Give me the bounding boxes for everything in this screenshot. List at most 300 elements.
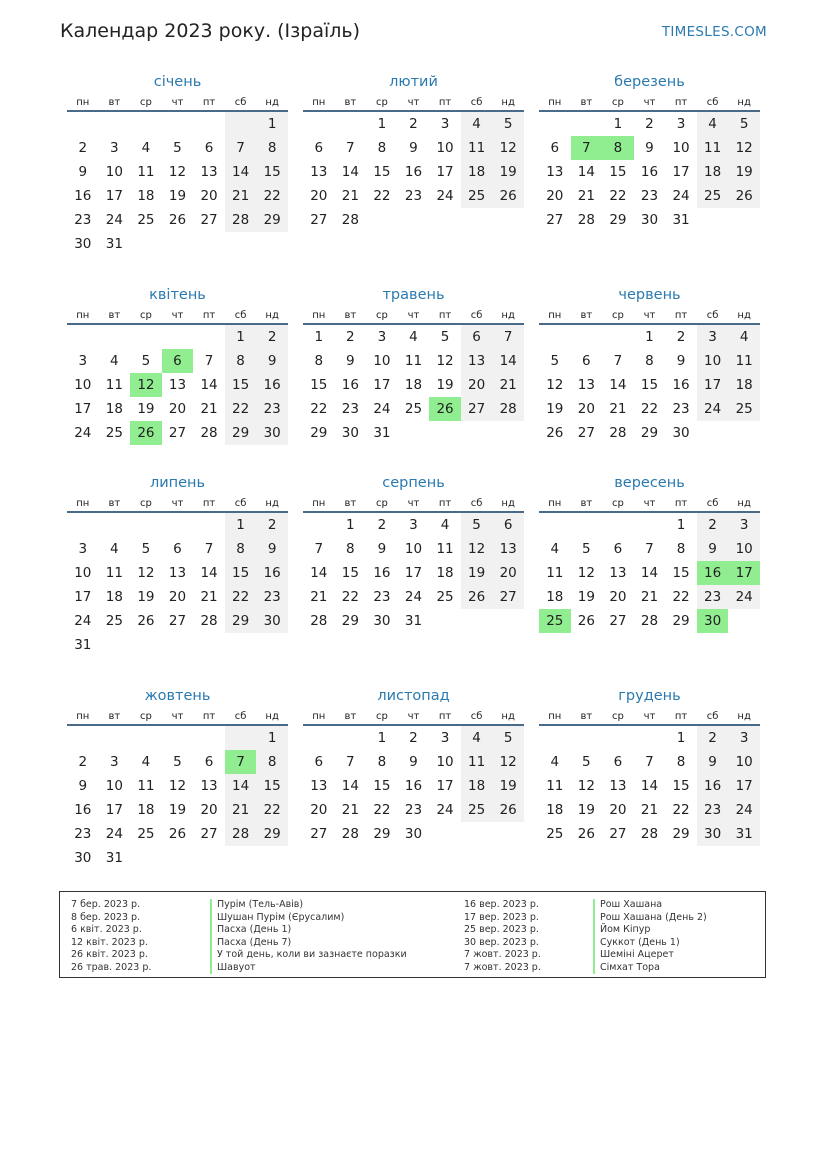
month-11 (303, 686, 524, 846)
day-cell: 6 (314, 754, 324, 770)
day-cell: 1 (676, 730, 686, 746)
day-cell: 13 (577, 377, 595, 393)
day-cell: 20 (577, 401, 595, 417)
day-cell: 7 (314, 541, 324, 557)
day-cell: 18 (546, 589, 564, 605)
weekday-label: чт (171, 310, 184, 321)
day-cell: 7 (225, 136, 257, 160)
empty-cell (99, 112, 131, 136)
day-cell: 4 (440, 517, 450, 533)
weekday-label: пн (76, 310, 90, 321)
empty-cell (67, 325, 99, 349)
day-cell: 27 (200, 212, 218, 228)
day-cell: 26 (168, 212, 187, 228)
day-cell: 8 (676, 541, 686, 557)
legend-date: 12 квіт. 2023 р. (71, 936, 148, 948)
weekday-label: сб (706, 711, 719, 722)
day-cell: 25 (105, 613, 123, 629)
day-cell: 24 (728, 798, 760, 822)
day-cell: 6 (173, 541, 182, 557)
weekday-label: пт (674, 498, 688, 509)
legend-holiday-name: Шушан Пурім (Єрусалим) (210, 912, 344, 925)
day-cell: 3 (78, 541, 88, 557)
day-cell: 31 (672, 212, 690, 228)
day-cell: 26 (492, 184, 524, 208)
day-cell: 6 (461, 325, 493, 349)
day-cell: 21 (225, 798, 257, 822)
day-cell: 13 (461, 349, 493, 373)
day-cell: 16 (404, 164, 423, 180)
day-cell: 5 (728, 112, 760, 136)
day-cell: 1 (676, 517, 686, 533)
day-grid (303, 726, 524, 846)
day-cell: 2 (676, 329, 686, 345)
day-cell: 20 (200, 802, 218, 818)
day-cell: 23 (697, 585, 729, 609)
weekday-label: сб (706, 310, 719, 321)
empty-cell (602, 325, 634, 349)
day-cell: 1 (645, 329, 654, 345)
day-cell: 26 (492, 798, 524, 822)
day-cell: 10 (373, 353, 391, 369)
day-grid (303, 325, 524, 445)
legend-holiday-name: Шеміні Ацерет (593, 949, 674, 962)
day-cell: 13 (310, 164, 328, 180)
day-cell: 16 (672, 377, 690, 393)
day-cell: 27 (200, 826, 218, 842)
weekday-label: чт (171, 97, 184, 108)
empty-cell (303, 513, 335, 537)
day-cell: 25 (137, 212, 155, 228)
weekday-label: пт (438, 498, 452, 509)
day-cell: 6 (492, 513, 524, 537)
weekday-label: пн (548, 498, 562, 509)
day-cell: 25 (436, 589, 454, 605)
day-cell: 4 (550, 541, 560, 557)
legend-date: 26 квіт. 2023 р. (71, 949, 148, 960)
day-cell: 22 (256, 798, 288, 822)
empty-cell (539, 325, 571, 349)
weekday-label: сб (470, 310, 483, 321)
day-cell: 4 (697, 112, 729, 136)
weekday-label: пт (438, 310, 452, 321)
weekday-label: нд (501, 97, 515, 108)
day-cell: 5 (492, 726, 524, 750)
day-cell: 30 (341, 425, 359, 441)
day-cell: 15 (672, 778, 690, 794)
weekday-label: сб (470, 498, 483, 509)
empty-cell (571, 112, 603, 136)
empty-cell (162, 513, 194, 537)
empty-cell (539, 112, 571, 136)
empty-cell (99, 726, 131, 750)
day-cell: 18 (546, 802, 564, 818)
day-cell: 28 (310, 613, 328, 629)
day-cell: 9 (78, 164, 88, 180)
day-cell: 7 (204, 353, 214, 369)
weekday-label: чт (407, 498, 420, 509)
day-cell: 24 (105, 826, 123, 842)
day-cell: 5 (440, 329, 450, 345)
day-cell: 19 (728, 160, 760, 184)
weekday-header (67, 496, 288, 513)
day-cell: 24 (672, 188, 690, 204)
legend-date: 16 вер. 2023 р. (464, 899, 539, 910)
holiday-day-cell: 6 (162, 349, 194, 373)
weekday-label: ср (611, 97, 624, 108)
day-cell: 28 (640, 613, 659, 629)
day-cell: 13 (200, 164, 218, 180)
day-cell: 7 (346, 754, 355, 770)
day-cell: 11 (728, 349, 760, 373)
day-cell: 17 (436, 164, 454, 180)
day-cell: 29 (640, 425, 659, 441)
day-cell: 13 (310, 778, 328, 794)
day-cell: 11 (546, 778, 564, 794)
day-cell: 12 (728, 136, 760, 160)
day-cell: 3 (697, 325, 729, 349)
day-cell: 28 (200, 425, 218, 441)
day-cell: 8 (225, 349, 257, 373)
day-cell: 1 (613, 116, 623, 132)
weekday-label: ср (375, 711, 388, 722)
weekday-label: ср (611, 498, 624, 509)
weekday-label: вт (108, 711, 121, 722)
day-cell: 23 (640, 188, 659, 204)
day-cell: 19 (168, 188, 187, 204)
legend-date: 26 трав. 2023 р. (71, 961, 152, 973)
day-cell: 12 (577, 565, 595, 581)
day-cell: 8 (676, 754, 686, 770)
legend-holiday-name: Пасха (День 7) (210, 937, 291, 950)
day-cell: 29 (310, 425, 328, 441)
weekday-label: ср (611, 711, 624, 722)
day-grid (67, 726, 288, 870)
day-cell: 18 (436, 565, 454, 581)
weekday-label: пт (202, 310, 216, 321)
empty-cell (571, 726, 603, 750)
holiday-day-cell: 30 (697, 609, 729, 633)
day-cell: 13 (168, 377, 187, 393)
weekday-label: пн (76, 711, 90, 722)
day-cell: 22 (256, 184, 288, 208)
day-cell: 1 (225, 325, 257, 349)
day-cell: 2 (409, 730, 418, 746)
day-cell: 29 (256, 208, 288, 232)
day-cell: 31 (373, 425, 391, 441)
day-cell: 25 (546, 826, 564, 842)
weekday-label: вт (580, 97, 593, 108)
day-cell: 1 (225, 513, 257, 537)
weekday-label: вт (580, 310, 593, 321)
day-cell: 31 (105, 850, 123, 866)
day-cell: 28 (492, 397, 524, 421)
day-cell: 19 (577, 802, 595, 818)
day-cell: 7 (613, 353, 623, 369)
month-12 (539, 686, 760, 846)
empty-cell (602, 513, 634, 537)
weekday-header (303, 308, 524, 325)
day-cell: 25 (728, 397, 760, 421)
day-cell: 18 (105, 589, 123, 605)
day-cell: 17 (697, 373, 729, 397)
day-cell: 10 (436, 754, 454, 770)
day-cell: 19 (461, 561, 493, 585)
weekday-label: сб (470, 711, 483, 722)
day-cell: 26 (728, 184, 760, 208)
weekday-label: сб (234, 97, 247, 108)
day-cell: 9 (409, 754, 418, 770)
day-cell: 11 (404, 353, 423, 369)
day-cell: 9 (676, 353, 686, 369)
empty-cell (193, 513, 225, 537)
legend-date: 7 жовт. 2023 р. (464, 949, 541, 960)
weekday-label: пн (76, 498, 90, 509)
day-cell: 25 (461, 798, 493, 822)
site-link[interactable]: TIMESLES.COM (661, 24, 767, 40)
empty-cell (634, 513, 666, 537)
legend-date: 8 бер. 2023 р. (71, 911, 141, 923)
weekday-label: ср (139, 498, 152, 509)
legend-holiday-name: У той день, коли ви зазнаєте поразки (210, 949, 407, 962)
day-cell: 23 (404, 802, 423, 818)
holiday-day-cell: 25 (539, 609, 571, 633)
empty-cell (193, 726, 225, 750)
day-cell: 27 (492, 585, 524, 609)
day-cell: 29 (609, 212, 627, 228)
weekday-label: нд (265, 310, 279, 321)
day-cell: 3 (676, 116, 686, 132)
day-cell: 7 (645, 541, 654, 557)
day-cell: 24 (728, 585, 760, 609)
day-cell: 4 (461, 726, 493, 750)
day-cell: 24 (74, 613, 92, 629)
day-cell: 18 (461, 160, 493, 184)
month-name: лютий (389, 74, 438, 90)
day-cell: 6 (613, 541, 623, 557)
day-cell: 7 (346, 140, 355, 156)
day-cell: 28 (609, 425, 627, 441)
weekday-label: пн (76, 97, 90, 108)
weekday-label: нд (265, 498, 279, 509)
month-name: жовтень (144, 688, 211, 704)
day-cell: 23 (672, 401, 690, 417)
day-cell: 28 (225, 208, 257, 232)
empty-cell (571, 513, 603, 537)
day-cell: 27 (546, 212, 564, 228)
day-cell: 2 (256, 325, 288, 349)
day-cell: 17 (404, 565, 423, 581)
day-cell: 14 (341, 164, 359, 180)
month-name: квітень (149, 287, 206, 303)
holiday-day-cell: 16 (697, 561, 729, 585)
day-cell: 5 (550, 353, 560, 369)
day-cell: 16 (256, 373, 288, 397)
day-cell: 10 (404, 541, 423, 557)
holiday-day-cell: 7 (571, 136, 603, 160)
day-cell: 20 (492, 561, 524, 585)
legend-date: 30 вер. 2023 р. (464, 936, 539, 948)
day-cell: 4 (409, 329, 418, 345)
weekday-header (303, 709, 524, 726)
weekday-label: чт (407, 97, 420, 108)
day-grid (539, 325, 760, 445)
day-cell: 28 (640, 826, 659, 842)
month-3 (539, 72, 760, 232)
day-cell: 4 (728, 325, 760, 349)
weekday-label: нд (265, 711, 279, 722)
day-cell: 17 (105, 188, 123, 204)
day-cell: 15 (256, 160, 288, 184)
empty-cell (67, 726, 99, 750)
weekday-label: сб (234, 310, 247, 321)
weekday-label: вт (108, 310, 121, 321)
month-8 (303, 473, 524, 633)
day-cell: 21 (341, 188, 359, 204)
day-cell: 10 (74, 565, 92, 581)
day-cell: 2 (409, 116, 418, 132)
holiday-day-cell: 26 (429, 397, 461, 421)
day-cell: 30 (74, 236, 92, 252)
day-cell: 1 (314, 329, 324, 345)
holiday-day-cell: 17 (728, 561, 760, 585)
day-cell: 18 (728, 373, 760, 397)
day-cell: 19 (168, 802, 187, 818)
day-cell: 8 (346, 541, 355, 557)
day-cell: 26 (461, 585, 493, 609)
day-cell: 11 (137, 778, 155, 794)
weekday-header (539, 709, 760, 726)
day-cell: 11 (461, 136, 493, 160)
day-cell: 18 (404, 377, 423, 393)
day-cell: 20 (546, 188, 564, 204)
day-cell: 31 (74, 637, 92, 653)
weekday-label: нд (501, 711, 515, 722)
day-cell: 21 (492, 373, 524, 397)
month-name: січень (153, 74, 202, 90)
day-cell: 15 (373, 164, 391, 180)
weekday-label: нд (501, 498, 515, 509)
day-cell: 9 (697, 537, 729, 561)
day-cell: 25 (404, 401, 423, 417)
day-cell: 19 (137, 401, 155, 417)
empty-cell (303, 112, 335, 136)
day-cell: 22 (310, 401, 328, 417)
day-cell: 1 (377, 116, 387, 132)
day-cell: 19 (436, 377, 454, 393)
day-cell: 22 (672, 589, 690, 605)
day-cell: 10 (697, 349, 729, 373)
day-cell: 26 (577, 613, 595, 629)
weekday-header (539, 308, 760, 325)
day-cell: 15 (672, 565, 690, 581)
day-cell: 12 (492, 136, 524, 160)
day-cell: 6 (204, 754, 214, 770)
day-cell: 15 (310, 377, 328, 393)
weekday-label: пт (202, 711, 216, 722)
weekday-label: нд (737, 310, 751, 321)
day-cell: 16 (697, 774, 729, 798)
day-cell: 17 (105, 802, 123, 818)
legend-holiday-name: Пурім (Тель-Авів) (210, 899, 303, 912)
day-cell: 29 (341, 613, 359, 629)
day-cell: 25 (461, 184, 493, 208)
empty-cell (99, 325, 131, 349)
day-cell: 17 (373, 377, 391, 393)
day-cell: 14 (609, 377, 627, 393)
legend-date: 7 бер. 2023 р. (71, 899, 141, 910)
day-cell: 14 (200, 565, 218, 581)
day-cell: 14 (341, 778, 359, 794)
month-4 (67, 285, 288, 445)
empty-cell (634, 726, 666, 750)
day-cell: 18 (137, 188, 155, 204)
day-cell: 29 (225, 609, 257, 633)
month-name: червень (618, 287, 681, 303)
holiday-legend (59, 891, 766, 978)
day-cell: 17 (672, 164, 690, 180)
month-name: березень (614, 74, 685, 90)
empty-cell (335, 726, 367, 750)
day-cell: 22 (225, 585, 257, 609)
day-cell: 10 (436, 140, 454, 156)
month-name: листопад (377, 688, 450, 704)
day-cell: 27 (168, 613, 187, 629)
weekday-label: пн (312, 711, 326, 722)
day-cell: 26 (168, 826, 187, 842)
day-cell: 16 (373, 565, 391, 581)
day-cell: 23 (373, 589, 391, 605)
weekday-header (67, 95, 288, 112)
day-cell: 5 (461, 513, 493, 537)
day-cell: 16 (74, 188, 92, 204)
day-cell: 3 (377, 329, 387, 345)
weekday-label: нд (737, 498, 751, 509)
day-cell: 5 (141, 541, 151, 557)
day-cell: 15 (341, 565, 359, 581)
day-cell: 11 (137, 164, 155, 180)
day-cell: 25 (697, 184, 729, 208)
day-cell: 12 (137, 565, 155, 581)
legend-date: 6 квіт. 2023 р. (71, 924, 142, 935)
day-cell: 23 (256, 397, 288, 421)
empty-cell (539, 513, 571, 537)
day-cell: 18 (137, 802, 155, 818)
month-name: грудень (618, 688, 681, 704)
day-cell: 12 (577, 778, 595, 794)
day-grid (539, 513, 760, 633)
day-cell: 24 (404, 589, 423, 605)
weekday-label: пн (312, 310, 326, 321)
day-cell: 8 (314, 353, 324, 369)
day-cell: 19 (546, 401, 564, 417)
day-cell: 11 (436, 541, 454, 557)
weekday-label: чт (407, 310, 420, 321)
legend-holiday-name: Пасха (День 1) (210, 924, 291, 937)
day-cell: 14 (492, 349, 524, 373)
day-grid (539, 112, 760, 232)
day-cell: 21 (341, 802, 359, 818)
day-grid (67, 325, 288, 445)
day-cell: 19 (492, 160, 524, 184)
day-cell: 30 (74, 850, 92, 866)
day-grid (303, 112, 524, 232)
day-cell: 30 (640, 212, 659, 228)
empty-cell (162, 325, 194, 349)
day-cell: 10 (105, 164, 123, 180)
legend-date: 17 вер. 2023 р. (464, 911, 539, 923)
day-cell: 2 (377, 517, 387, 533)
